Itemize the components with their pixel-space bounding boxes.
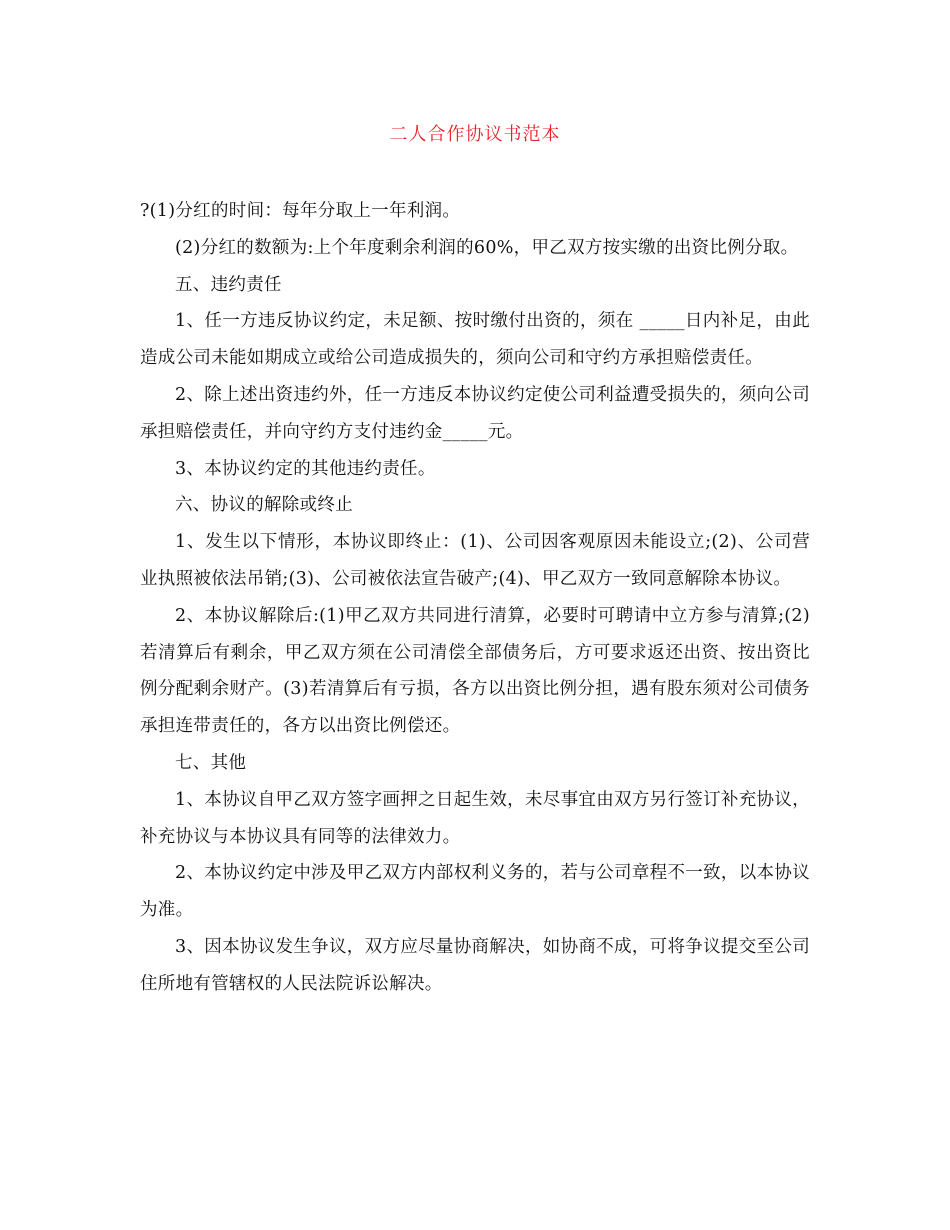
- section-heading-other: 七、其他: [175, 752, 247, 773]
- paragraph-other-3: 3、因本协议发生争议，双方应尽量协商解决，如协商不成，可将争议提交至公司住所地有管辖权的人民法院诉讼解决。: [140, 936, 810, 994]
- paragraph-termination-1: 1、发生以下情形，本协议即终止：(1)、公司因客观原因未能设立;(2)、公司营业执照被依法吊销;(3)、公司被依法宣告破产;(4)、甲乙双方一致同意解除本协议。: [140, 532, 810, 589]
- document-body: [140, 193, 810, 1003]
- document-title: 二人合作协议书范本: [389, 124, 561, 145]
- paragraph-other-2: 2、本协议约定中涉及甲乙双方内部权利义务的，若与公司章程不一致，以本协议为准。: [140, 863, 810, 921]
- section-heading-breach: 五、违约责任: [175, 274, 282, 295]
- paragraph-termination-2: 2、本协议解除后:(1)甲乙双方共同进行清算，必要时可聘请中立方参与清算;(2)若清算后有剩余，甲乙双方须在公司清偿全部债务后，方可要求返还出资、按出资比例分配剩余财产。(3)若清算后有亏损，各方以出资比例分担，遇有股东须对公司债务承担连带责任的，各方以出资比例偿还。: [140, 605, 810, 737]
- paragraph-breach-1: 1、任一方违反协议约定，未足额、按时缴付出资的，须在 _____日内补足，由此造成公司未能如期成立或给公司造成损失的，须向公司和守约方承担赔偿责任。: [140, 311, 810, 369]
- paragraph-breach-2: 2、除上述出资违约外，任一方违反本协议约定使公司利益遭受损失的，须向公司承担赔偿责任，并向守约方支付违约金_____元。: [140, 384, 810, 442]
- paragraph-breach-3: 3、本协议约定的其他违约责任。: [175, 458, 436, 479]
- paragraph-dividend-time: ?(1)分红的时间：每年分取上一年利润。: [140, 201, 461, 221]
- section-heading-termination: 六、协议的解除或终止: [175, 495, 353, 516]
- paragraph-dividend-amount: (2)分红的数额为:上个年度剩余利润的60%，甲乙双方按实缴的出资比例分取。: [175, 237, 799, 258]
- paragraph-other-1: 1、本协议自甲乙双方签字画押之日起生效，未尽事宜由双方另行签订补充协议，补充协议与本协议具有同等的法律效力。: [140, 789, 810, 847]
